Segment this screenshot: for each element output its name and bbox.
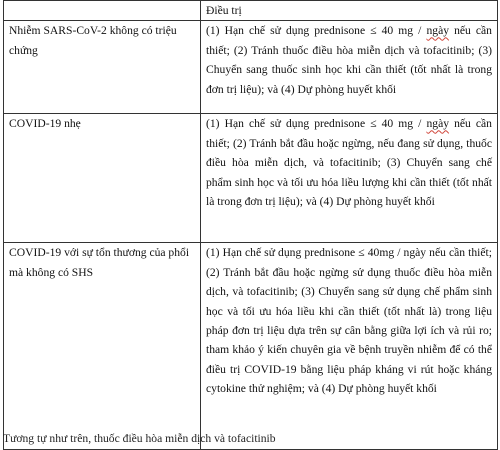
table-row (4, 114, 498, 243)
condition-cell: COVID-19 với sự tổn thương của phổi mà không có SHS (4, 243, 201, 450)
treatment-text: (1) Hạn chế sử dụng prednisone ≤ 40 mg / (206, 117, 427, 131)
condition-cell: COVID-19 nhẹ (4, 114, 201, 243)
treatment-text: (1) Hạn chế sử dụng prednisone ≤ 40mg / ngày nếu cần thiết; (2) Tránh bắt đầu hoặc ngừng sử dụng thuốc điều hòa miễn dịch, và tofacitinib; (3) Chuyển sang sử dụng chế phẩm sinh học và tối ưu hóa liều khi cần thiết (tốt nhất là) trong liệu pháp đơn trị liệu dựa trên sự cân bằng giữa lợi ích và rủi ro; tham khảo ý kiến chuyên gia về bệnh truyền nhiễm để có thể điều trị COVID-19 bằng liệu pháp kháng vi rút hoặc kháng cytokine thử nghiệm; và (4) Dự phòng huyết khối (206, 246, 492, 396)
clipped-text-fragment (3, 432, 497, 449)
clipped-text: Tương tự như trên, thuốc điều hòa miễn dịch và tofacitinib (3, 432, 276, 445)
treatment-text: nếu cần thiết; (2) Tránh thuốc điều hòa miễn dịch và tofacitinib; (3) Chuyển sang thuốc sinh học khi cần thiết (tốt nhất là trong đơn trị liệu); và (4) Dự phòng huyết khối (206, 24, 492, 96)
table-row (4, 243, 498, 450)
table-row (4, 21, 498, 114)
treatment-cell (201, 114, 498, 243)
treatment-cell (201, 243, 498, 450)
spellcheck-flagged-word: ngày (426, 24, 450, 38)
table-header-row (4, 1, 498, 21)
treatment-table (3, 0, 498, 450)
treatment-text: (1) Hạn chế sử dụng prednisone ≤ 40 mg / (206, 24, 427, 38)
treatment-text: nếu cần thiết; (2) Tránh bắt đầu hoặc ngừng, nếu đang sử dụng, thuốc điều hòa miễn dịch, và tofacitinib; (3) Chuyển sang chế phẩm sinh học và tối ưu hóa liều lượng khi cần thiết (tốt nhất là trong đơn trị liệu); và (4) Dự phòng huyết khối (206, 117, 492, 209)
condition-cell: Nhiễm SARS-CoV-2 không có triệu chứng (4, 21, 201, 114)
treatment-cell (201, 21, 498, 114)
spellcheck-flagged-word: ngày (426, 117, 450, 131)
header-condition-cell (4, 1, 201, 21)
header-treatment-cell: Điều trị (201, 1, 498, 21)
